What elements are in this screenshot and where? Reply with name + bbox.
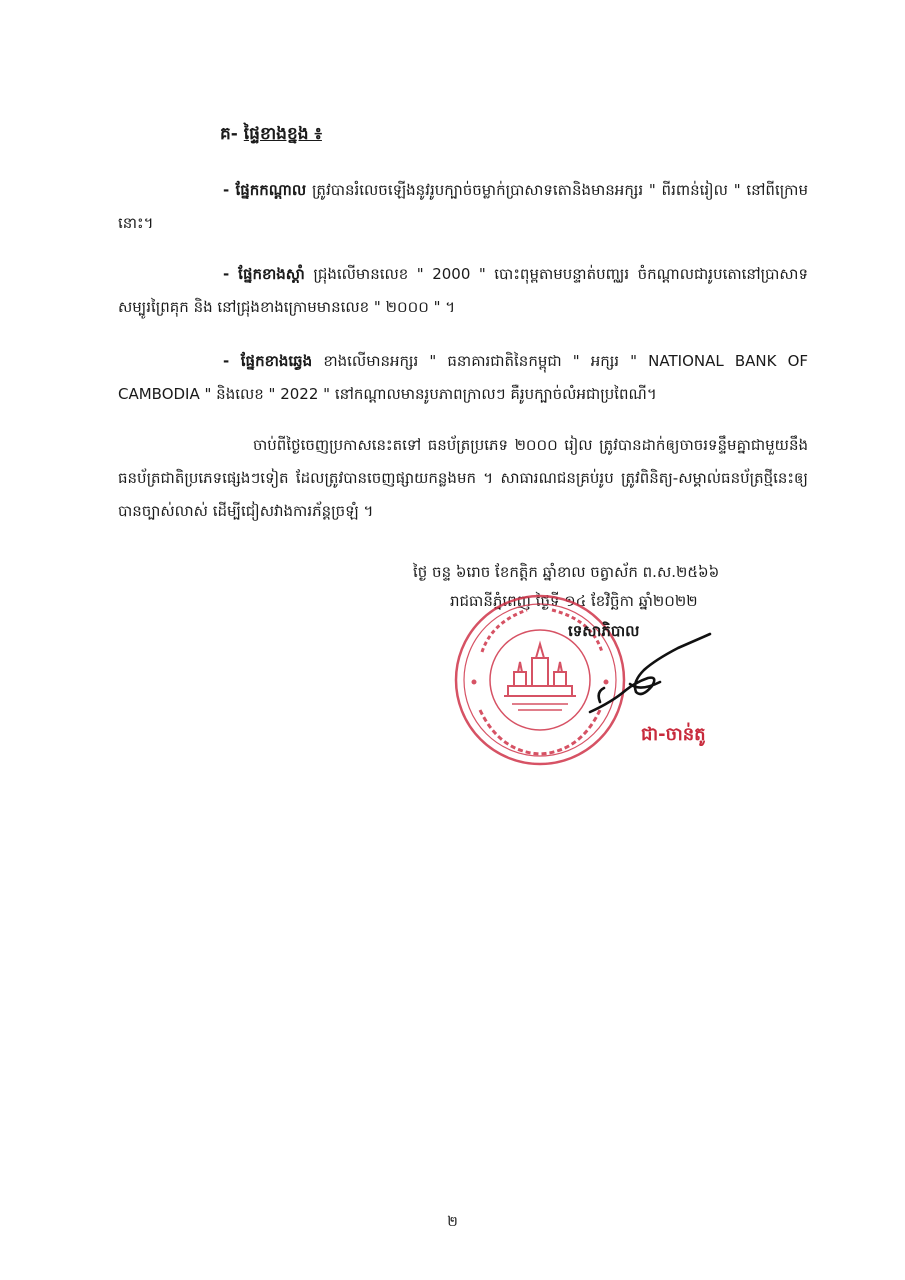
paragraph-center-label: - ផ្នែកកណ្តាល — [223, 181, 307, 199]
lunar-date: ថ្ងៃ ចន្ទ ៦រោច ខែកត្តិក ឆ្នាំខាល ចត្វាស័ក ព.ស.២៥៦៦ — [413, 563, 720, 581]
paragraph-left — [118, 345, 808, 411]
paragraph-center — [118, 174, 808, 240]
signer-name: ជា-ចាន់តូ — [641, 724, 706, 745]
governor-title: ទេសាភិបាល — [568, 622, 640, 640]
gregorian-date: រាជធានីភ្នំពេញ ថ្ងៃទី ១៤ ខែវិច្ឆិកា ឆ្នាំ២០២២ — [450, 592, 698, 610]
section-heading — [220, 123, 322, 148]
section-title: ផ្ទៃខាងខ្នង ៖ — [243, 124, 322, 144]
paragraph-closing: ចាប់ពីថ្ងៃចេញប្រកាសនេះតទៅ ធនប័ត្រប្រភេទ ២០០០ រៀល ត្រូវបានដាក់ឲ្យចាចរទន្ទឹមគ្នាជាមួយនឹងធនប័ត្រជាតិប្រភេទផ្សេងៗទៀត ដែលត្រូវបានចេញផ្សាយកន្លងមក ។ សាធារណជនគ្រប់រូប ត្រូវពិនិត្យ-សម្គាល់ធនប័ត្រថ្មីនេះឲ្យបានច្បាស់លាស់ ដើម្បីជៀសវាងការភ័ន្តច្រឡំ ។ — [118, 436, 808, 520]
paragraph-right-text: ជ្រុងលើមានលេខ " 2000 " បោះពុម្ពតាមបន្ទាត់បញ្ឈរ ចំកណ្តាលជារូបតោនៅប្រាសាទសម្បូរព្រៃគុក និង នៅជ្រុងខាងក្រោមមានលេខ " ២០០០ " ។ — [118, 265, 808, 316]
paragraph-left-label: - ផ្នែកខាងឆ្វេង — [223, 352, 313, 370]
section-prefix: គ- — [220, 124, 238, 144]
paragraph-center-text: ត្រូវបានរំលេចឡើងនូវរូបក្បាច់ចម្លាក់ប្រាសាទតោនិងមានអក្សរ " ពីរពាន់រៀល " នៅពីក្រោមនោះ។ — [118, 181, 808, 232]
paragraph-right — [118, 258, 808, 324]
paragraph-left-text: ខាងលើមានអក្សរ " ធនាគារជាតិនៃកម្ពុជា " អក្សរ " NATIONAL BANK OF CAMBODIA " និងលេខ " 2022 " នៅកណ្តាលមានរូបភាពក្រាលៗ គឺរូបក្បាច់លំអជាប្រពៃណី។ — [118, 352, 809, 403]
signature — [560, 632, 720, 722]
page-number: ២ — [447, 1214, 458, 1230]
paragraph-right-label: - ផ្នែកខាងស្តាំ — [223, 265, 305, 283]
